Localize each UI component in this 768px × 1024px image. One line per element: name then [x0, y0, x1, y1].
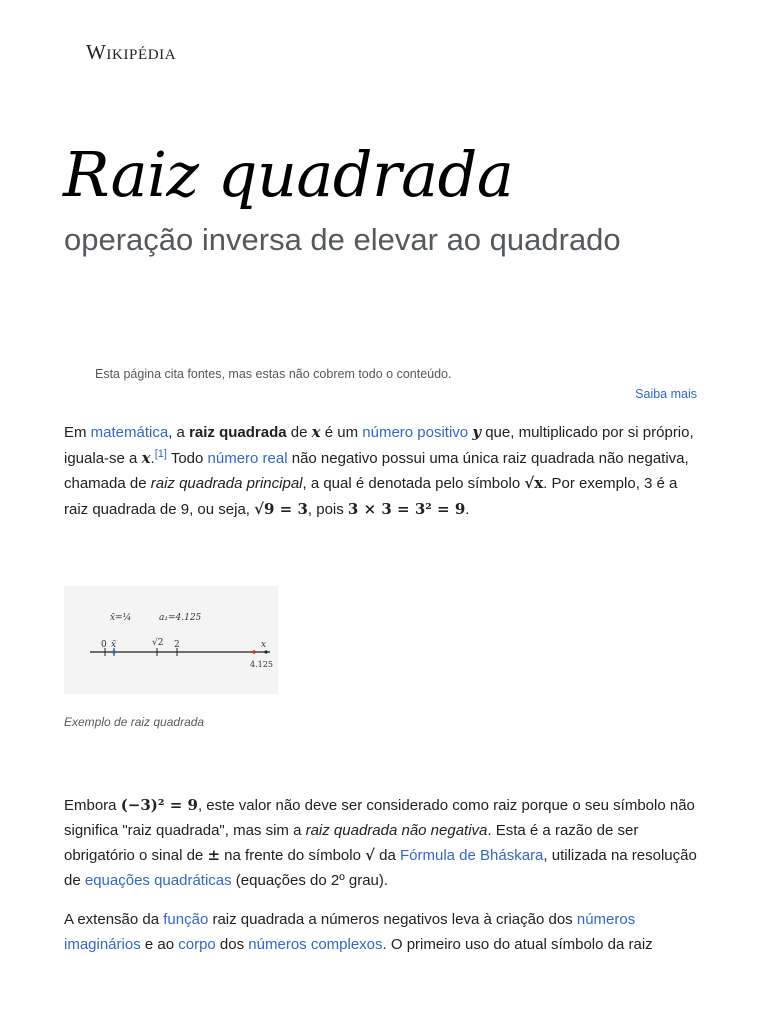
math-sqrt-symbol: √ — [365, 846, 375, 864]
link-matematica[interactable]: matemática — [90, 424, 169, 441]
link-corpo[interactable]: corpo — [178, 935, 216, 953]
page-title: Raiz quadrada — [63, 138, 514, 211]
point-xbar — [112, 650, 116, 654]
label-xbar: x̄=¼ — [110, 613, 132, 623]
link-numero-positivo[interactable]: número positivo — [362, 424, 469, 441]
page-subtitle: operação inversa de elevar ao quadrado — [64, 222, 621, 257]
math-x: x — [141, 448, 151, 467]
point-x — [264, 650, 267, 653]
figure-caption: Exemplo de raiz quadrada — [64, 715, 205, 729]
tick-label-x: x — [261, 640, 267, 650]
italic-nao-negativa: raiz quadrada não negativa — [305, 821, 488, 839]
paragraph-extension: A extensão da função raiz quadrada a números negativos leva à criação dos números imaginários e ao corpo dos números complexos. O primeiro uso do atual símbolo da raiz — [64, 911, 653, 953]
tick-label-sqrt2: √2 — [152, 638, 164, 648]
sources-notice: Esta página cita fontes, mas estas não cobrem todo o conteúdo. — [95, 367, 452, 381]
math-sqrt-x: √x — [524, 474, 544, 492]
intro-paragraph: Em matemática, a raiz quadrada de x é um número positivo y que, multiplicado por si próprio, iguala-se a x.[1] Todo número real não negativo possui uma única raiz quadrada não negativa, chamada de raiz quadrada principal, a qual é denotada pelo símbolo √x. Por exemplo, 3 é a raiz quadrada de 9, ou seja, √9 = 3, pois 3 × 3 = 3² = 9. — [64, 423, 694, 518]
tick-label-xbar: x̄ — [111, 640, 117, 650]
point-a1 — [252, 650, 256, 654]
bold-raiz-quadrada: raiz quadrada — [189, 424, 287, 441]
link-numeros-imaginarios[interactable]: números imaginários — [64, 911, 636, 953]
learn-more-link[interactable]: Saiba mais — [635, 387, 697, 401]
math-3x3-equation: 3 × 3 = 3² = 9 — [347, 499, 466, 518]
italic-raiz-principal: raiz quadrada principal — [150, 475, 303, 492]
math-neg3-squared: (−3)² = 9 — [120, 796, 198, 814]
number-line-figure[interactable] — [64, 586, 278, 694]
link-numero-real[interactable]: número real — [207, 449, 288, 467]
tick-label-4125: 4.125 — [250, 660, 273, 669]
math-plus-minus: ± — [207, 846, 221, 864]
paragraph-negative-root: Embora (−3)² = 9, este valor não deve ser considerado como raiz porque o seu símbolo não significa "raiz quadrada", mas sim a raiz quadrada não negativa. Esta é a razão de ser obrigatório o sinal de ± na frente do símbolo √ da Fórmula de Bháskara, utilizada na resolução de equações quadráticas (equações do 2º grau). — [64, 796, 697, 889]
tick-label-0: 0 — [101, 640, 107, 650]
link-formula-bhaskara[interactable]: Fórmula de Bháskara — [400, 847, 544, 864]
number-line-svg — [64, 586, 278, 694]
label-a1: a₁=4.125 — [159, 613, 202, 623]
math-sqrt-9-equation: √9 = 3 — [254, 499, 308, 518]
link-funcao[interactable]: função — [163, 911, 209, 928]
link-numeros-complexos[interactable]: números complexos — [248, 935, 383, 953]
wikipedia-wordmark[interactable]: Wikipédia — [86, 40, 177, 64]
reference-1[interactable]: [1] — [154, 447, 167, 460]
link-equacoes-quadraticas[interactable]: equações quadráticas — [84, 871, 232, 889]
tick-label-2: 2 — [174, 640, 180, 650]
math-x: x — [311, 423, 321, 441]
math-y: y — [472, 423, 482, 441]
